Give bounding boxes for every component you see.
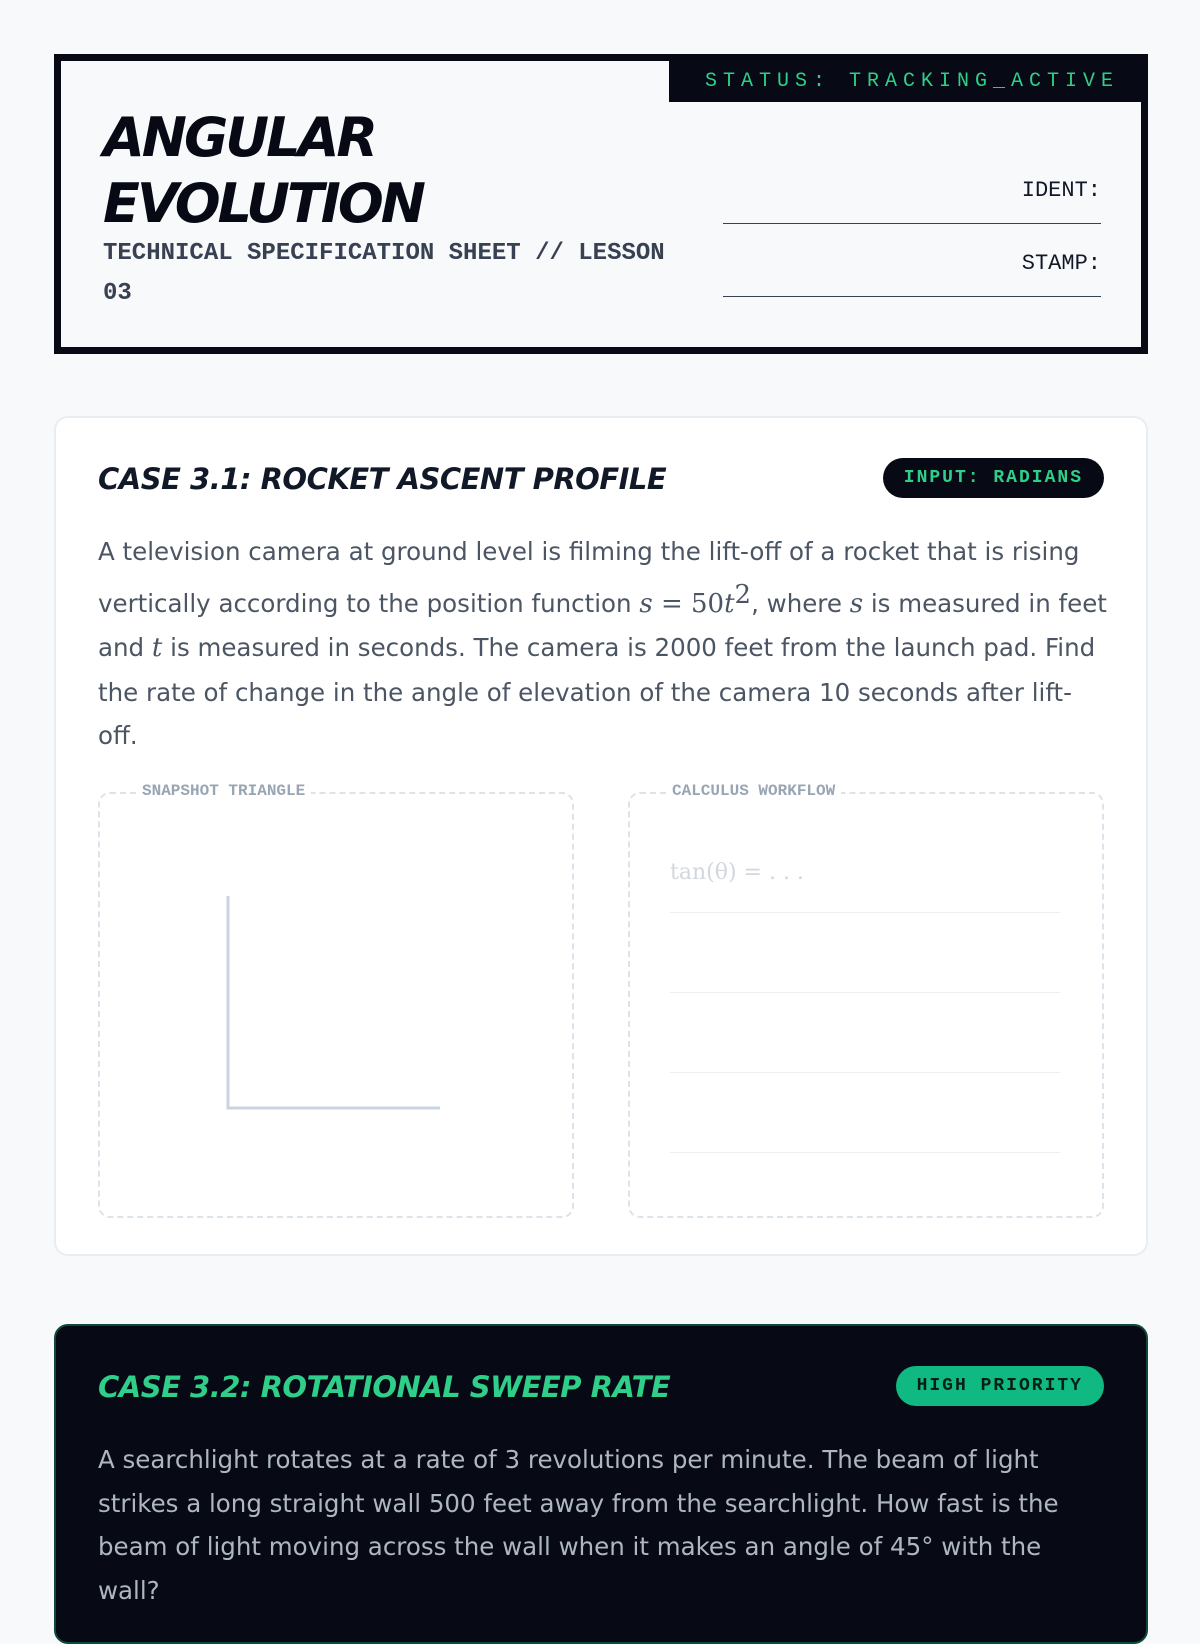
math-exponent: 2 [734,579,752,610]
work-line[interactable] [670,1152,1060,1153]
triangle-axes-icon [226,896,442,1112]
input-badge: INPUT: RADIANS [883,458,1104,498]
case-problem-text: A searchlight rotates at a rate of 3 revolutions per minute. The beam of light strikes a long straight wall 500 feet away from the searchlight. How fast is the beam of light moving across the wall when it makes an angle of 45° with the wall? [98,1445,1059,1605]
problem-text-c: is measured in feet and [98,588,1107,663]
stamp-field[interactable] [723,251,1101,297]
math-s: s [639,588,653,619]
case-card-3-2 [54,1324,1148,1644]
case-title: CASE 3.1: ROCKET ASCENT PROFILE [98,462,667,496]
problem-text-b: , where [751,588,850,618]
panel-label-snapshot: SNAPSHOT TRIANGLE [136,782,311,800]
math-eq: = 50 [652,588,725,619]
ident-line [723,223,1101,224]
ident-label: IDENT: [1021,178,1101,203]
ident-field[interactable] [723,178,1101,224]
problem-text-a: A television camera at ground level is filming the lift-off of a rocket that is rising vertically according to the position function [98,537,1080,618]
stamp-label: STAMP: [1021,251,1101,276]
work-line[interactable] [670,992,1060,993]
page-title [103,105,423,237]
workflow-hint: tan(θ) = . . . [670,860,804,885]
status-bar: STATUS: TRACKING_ACTIVE [669,61,1141,102]
case-problem-text [98,530,1110,758]
case-card-3-1 [54,416,1148,1256]
problem-text-d: is measured in seconds. The camera is 2000 feet from the launch pad. Find the rate of change in the angle of elevation of the camera 10 seconds after lift-off. [98,633,1096,751]
spec-header [54,54,1148,354]
case-title: CASE 3.2: ROTATIONAL SWEEP RATE [98,1370,671,1404]
title-line-1: ANGULAR [103,106,375,169]
priority-badge: HIGH PRIORITY [896,1366,1104,1406]
math-s-2: s [849,588,864,619]
math-t: t [724,588,735,619]
title-line-2: EVOLUTION [103,172,423,235]
stamp-line [723,296,1101,297]
work-line[interactable] [670,1072,1060,1073]
calculus-workflow-panel[interactable] [628,782,1104,1218]
work-line[interactable] [670,912,1060,913]
page-subtitle: TECHNICAL SPECIFICATION SHEET // LESSON 03 [103,240,665,307]
math-t-2: t [151,633,163,664]
panel-label-workflow: CALCULUS WORKFLOW [666,782,841,800]
snapshot-triangle-panel[interactable] [98,782,574,1218]
